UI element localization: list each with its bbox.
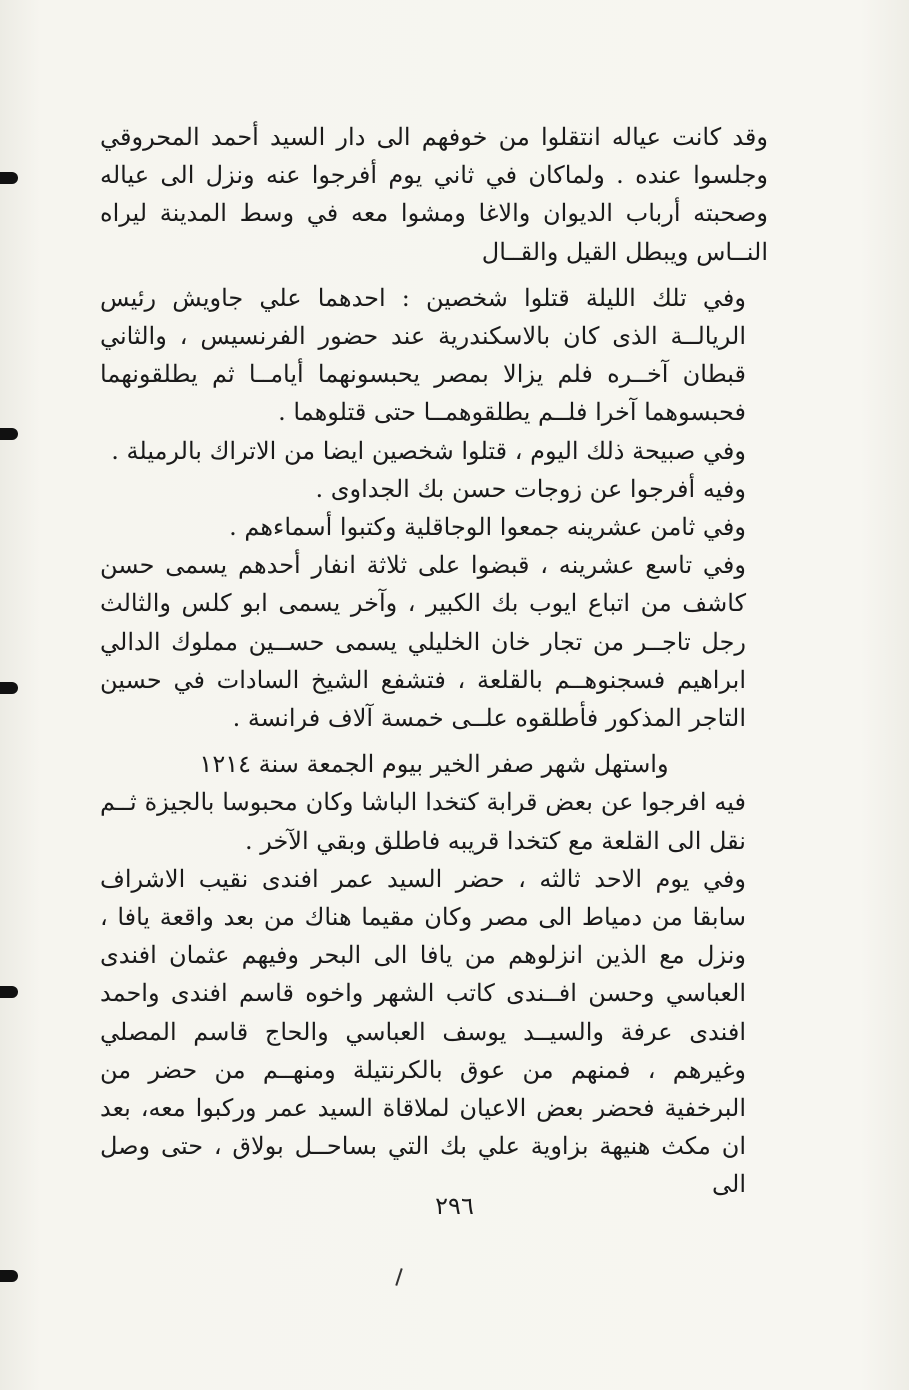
paragraph: وفيه أفرجوا عن زوجات حسن بك الجداوى . — [315, 474, 746, 503]
paragraph: فيه افرجوا عن بعض قرابة كتخدا الباشا وكان محبوسا بالجيزة ثــم نقل الى القلعة مع كتخدا قريبه فاطلق وبقي الآخر . — [100, 788, 746, 855]
margin-mark — [0, 428, 18, 440]
margin-mark — [0, 682, 18, 694]
paragraph: وفي ثامن عشرينه جمعوا الوجاقلية وكتبوا أسماءهم . — [229, 513, 746, 542]
paragraph: وفي يوم الاحد ثالثه ، حضر السيد عمر افندى نقيب الاشراف سابقا من دمياط الى مصر وكان مقيما هناك من بعد واقعة يافا ، ونزل مع الذين انزلوهم من يافا الى البحر وفيهم عثمان افندى العباسي وحسن افــندى كاتب الشهر واخوه قاسم افندى واحمد افندى عرفة والسيــد يوسف العباسي والحاج قاسم المصلي وغيرهم ، فمنهم من عوق بالكرنتيلة ومنهــم من حضر من البرخفية فحضر بعض الاعيان لملاقاة السيد عمر وركبوا معه، بعد ان مكث هنيهة بزاوية علي بك التي بساحــل بولاق ، حتى وصل الى — [100, 864, 747, 1199]
paragraph: وفي صبيحة ذلك اليوم ، قتلوا شخصين ايضا من الاتراك بالرميلة . — [111, 436, 746, 465]
paragraph: وفي تاسع عشرينه ، قبضوا على ثلاثة انفار أحدهم يسمى حسن كاشف من اتباع ايوب بك الكبير ، وآخر يسمى ابو كلس والثالث رجل تاجــر من تجار خان الخليلي يسمى حســين مملوك الدالي ابراهيم فسجنوهــم بالقلعة ، فتشفع الشيخ السادات في حسين التاجر المذكور فأطلقوه علــى خمسة آلاف فرانسة . — [100, 551, 746, 733]
margin-mark — [0, 986, 18, 998]
margin-mark — [0, 172, 18, 184]
ink-mark — [395, 1268, 402, 1286]
page-number: ٢٩٦ — [435, 1192, 474, 1220]
month-heading: واستهل شهر صفر الخير بيوم الجمعة سنة ١٢١٤ — [199, 750, 669, 779]
paragraph: وقد كانت عياله انتقلوا من خوفهم الى دار السيد أحمد المحروقي وجلسوا عنده . ولماكان في ثاني يوم أفرجوا عنه ونزل الى عياله وصحبته أرباب الديوان والاغا ومشوا معه في وسط المدينة ليراه النــاس ويبطل القيل والقــال — [100, 123, 768, 266]
paragraph: وفي تلك الليلة قتلوا شخصين : احدهما علي جاويش رئيس الريالــة الذى كان بالاسكندرية عند حضور الفرنسيس ، والثاني قبطان آخــره فلم يزالا بمصر يحبسونهما أيامــا ثم يطلقونهما فحبسوهما آخرا فلــم يطلقوهمــا حتى قتلوهما . — [100, 283, 746, 427]
margin-mark — [0, 1270, 18, 1282]
body-text — [100, 118, 768, 1204]
